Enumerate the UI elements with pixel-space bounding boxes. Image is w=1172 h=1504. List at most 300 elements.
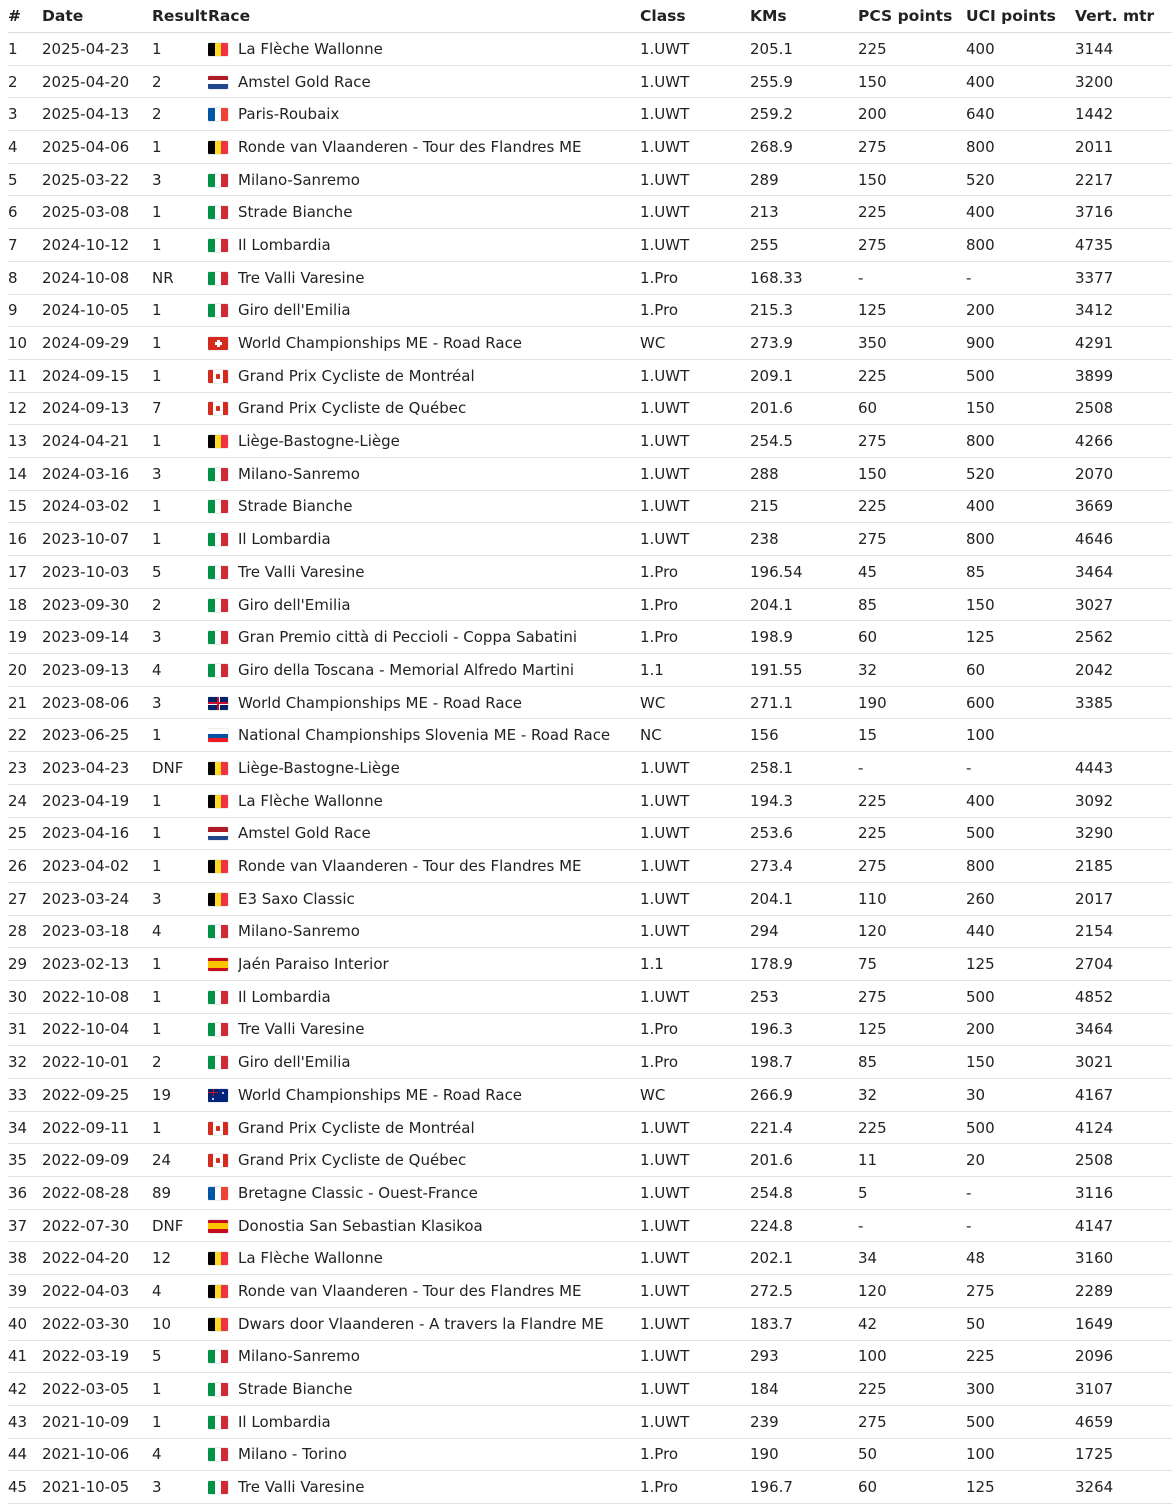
race-class: 1.Pro xyxy=(640,261,750,294)
race-name-link[interactable]: E3 Saxo Classic xyxy=(238,882,640,915)
row-number: 27 xyxy=(8,882,42,915)
race-class: 1.UWT xyxy=(640,784,750,817)
race-name-link[interactable]: Milano-Sanremo xyxy=(238,163,640,196)
be-flag-icon xyxy=(208,43,228,56)
flag-cell xyxy=(208,621,238,654)
vertical-meters: 3669 xyxy=(1075,490,1172,523)
pcs-points: 275 xyxy=(858,850,966,883)
uci-points: 150 xyxy=(966,1046,1075,1079)
flag-cell xyxy=(208,1079,238,1112)
race-date: 2025-03-22 xyxy=(42,163,152,196)
race-class: 1.Pro xyxy=(640,588,750,621)
table-row xyxy=(8,1307,1172,1340)
vertical-meters: 3107 xyxy=(1075,1373,1172,1406)
header-uci-points[interactable]: UCI points xyxy=(966,0,1075,33)
flag-cell xyxy=(208,1438,238,1471)
flag-cell xyxy=(208,817,238,850)
it-flag-icon xyxy=(208,1056,228,1069)
race-kms: 156 xyxy=(750,719,858,752)
race-name-link[interactable]: Ronde van Vlaanderen - Tour des Flandres ME xyxy=(238,131,640,164)
race-kms: 213 xyxy=(750,196,858,229)
pcs-points: 5 xyxy=(858,1177,966,1210)
race-kms: 196.7 xyxy=(750,1471,858,1504)
row-number: 39 xyxy=(8,1275,42,1308)
vertical-meters: 2017 xyxy=(1075,882,1172,915)
race-class: 1.Pro xyxy=(640,1471,750,1504)
uci-points: 640 xyxy=(966,98,1075,131)
race-name-link[interactable]: National Championships Slovenia ME - Road Race xyxy=(238,719,640,752)
race-name-link[interactable]: Giro dell'Emilia xyxy=(238,588,640,621)
pcs-points: 85 xyxy=(858,588,966,621)
vertical-meters: 4659 xyxy=(1075,1405,1172,1438)
race-name-link[interactable]: Milano-Sanremo xyxy=(238,457,640,490)
race-class: 1.UWT xyxy=(640,1242,750,1275)
uci-points: 60 xyxy=(966,654,1075,687)
race-result: 19 xyxy=(152,1079,208,1112)
race-name-link[interactable]: Strade Bianche xyxy=(238,490,640,523)
race-kms: 198.9 xyxy=(750,621,858,654)
vertical-meters: 2042 xyxy=(1075,654,1172,687)
pcs-points: 60 xyxy=(858,1471,966,1504)
race-name-link[interactable]: La Flèche Wallonne xyxy=(238,33,640,66)
pcs-points: 15 xyxy=(858,719,966,752)
ca-flag-icon xyxy=(208,370,228,383)
it-flag-icon xyxy=(208,239,228,252)
uci-points: 800 xyxy=(966,425,1075,458)
table-row xyxy=(8,882,1172,915)
race-name-link[interactable]: Tre Valli Varesine xyxy=(238,556,640,589)
table-row xyxy=(8,1209,1172,1242)
flag-cell xyxy=(208,1111,238,1144)
race-class: 1.UWT xyxy=(640,1307,750,1340)
race-kms: 273.9 xyxy=(750,327,858,360)
race-date: 2024-03-02 xyxy=(42,490,152,523)
row-number: 10 xyxy=(8,327,42,360)
race-result: 1 xyxy=(152,523,208,556)
flag-cell xyxy=(208,392,238,425)
header-number[interactable]: # xyxy=(8,0,42,33)
race-name-link[interactable]: Il Lombardia xyxy=(238,1405,640,1438)
race-result: 1 xyxy=(152,1111,208,1144)
race-name-link[interactable]: Ronde van Vlaanderen - Tour des Flandres ME xyxy=(238,850,640,883)
race-kms: 204.1 xyxy=(750,588,858,621)
table-row xyxy=(8,948,1172,981)
race-name-link[interactable]: Milano - Torino xyxy=(238,1438,640,1471)
race-name-link[interactable]: Il Lombardia xyxy=(238,229,640,262)
table-header-row xyxy=(8,0,1172,33)
pcs-points: 225 xyxy=(858,490,966,523)
race-kms: 289 xyxy=(750,163,858,196)
race-result: 1 xyxy=(152,33,208,66)
race-date: 2022-07-30 xyxy=(42,1209,152,1242)
vertical-meters: 2185 xyxy=(1075,850,1172,883)
row-number: 1 xyxy=(8,33,42,66)
race-date: 2024-10-08 xyxy=(42,261,152,294)
vertical-meters: 3385 xyxy=(1075,686,1172,719)
uci-points: 300 xyxy=(966,1373,1075,1406)
race-name-link[interactable]: Il Lombardia xyxy=(238,980,640,1013)
flag-cell xyxy=(208,294,238,327)
flag-cell xyxy=(208,1013,238,1046)
race-name-link[interactable]: Tre Valli Varesine xyxy=(238,1471,640,1504)
race-date: 2022-03-19 xyxy=(42,1340,152,1373)
race-result: 1 xyxy=(152,425,208,458)
race-date: 2022-09-09 xyxy=(42,1144,152,1177)
pcs-points: 50 xyxy=(858,1438,966,1471)
race-kms: 196.3 xyxy=(750,1013,858,1046)
race-kms: 168.33 xyxy=(750,261,858,294)
table-row xyxy=(8,1373,1172,1406)
race-result: 1 xyxy=(152,719,208,752)
race-class: 1.UWT xyxy=(640,817,750,850)
race-kms: 238 xyxy=(750,523,858,556)
race-kms: 183.7 xyxy=(750,1307,858,1340)
row-number: 9 xyxy=(8,294,42,327)
race-kms: 198.7 xyxy=(750,1046,858,1079)
pcs-points: 120 xyxy=(858,915,966,948)
race-result: 1 xyxy=(152,229,208,262)
vertical-meters: 3027 xyxy=(1075,588,1172,621)
race-class: 1.1 xyxy=(640,948,750,981)
race-date: 2023-09-14 xyxy=(42,621,152,654)
race-date: 2024-03-16 xyxy=(42,457,152,490)
race-name-link[interactable]: Giro della Toscana - Memorial Alfredo Martini xyxy=(238,654,640,687)
vertical-meters: 2096 xyxy=(1075,1340,1172,1373)
race-class: WC xyxy=(640,327,750,360)
table-row xyxy=(8,229,1172,262)
be-flag-icon xyxy=(208,762,228,775)
pcs-points: 85 xyxy=(858,1046,966,1079)
it-flag-icon xyxy=(208,925,228,938)
race-result: 3 xyxy=(152,686,208,719)
race-class: NC xyxy=(640,719,750,752)
race-class: 1.UWT xyxy=(640,131,750,164)
race-date: 2022-04-20 xyxy=(42,1242,152,1275)
row-number: 33 xyxy=(8,1079,42,1112)
race-result: 3 xyxy=(152,163,208,196)
race-kms: 221.4 xyxy=(750,1111,858,1144)
race-class: 1.Pro xyxy=(640,621,750,654)
vertical-meters: 2011 xyxy=(1075,131,1172,164)
vertical-meters: 4852 xyxy=(1075,980,1172,1013)
uci-points: 800 xyxy=(966,523,1075,556)
row-number: 14 xyxy=(8,457,42,490)
race-name-link[interactable]: Tre Valli Varesine xyxy=(238,261,640,294)
flag-cell xyxy=(208,588,238,621)
vertical-meters: 4735 xyxy=(1075,229,1172,262)
table-row xyxy=(8,654,1172,687)
race-name-link[interactable]: Milano-Sanremo xyxy=(238,1340,640,1373)
uci-points: - xyxy=(966,261,1075,294)
race-name-link[interactable]: Grand Prix Cycliste de Montréal xyxy=(238,1111,640,1144)
race-result: 2 xyxy=(152,588,208,621)
table-row xyxy=(8,915,1172,948)
row-number: 7 xyxy=(8,229,42,262)
race-date: 2023-06-25 xyxy=(42,719,152,752)
uci-points: 500 xyxy=(966,1111,1075,1144)
header-result[interactable]: Result xyxy=(152,0,208,33)
race-date: 2024-10-05 xyxy=(42,294,152,327)
race-kms: 178.9 xyxy=(750,948,858,981)
row-number: 23 xyxy=(8,752,42,785)
uci-points: 20 xyxy=(966,1144,1075,1177)
race-name-link[interactable]: Giro dell'Emilia xyxy=(238,294,640,327)
race-result: 2 xyxy=(152,65,208,98)
uci-points: 400 xyxy=(966,65,1075,98)
race-name-link[interactable]: Paris-Roubaix xyxy=(238,98,640,131)
flag-cell xyxy=(208,1046,238,1079)
it-flag-icon xyxy=(208,991,228,1004)
it-flag-icon xyxy=(208,533,228,546)
header-date[interactable]: Date xyxy=(42,0,152,33)
uci-points: 500 xyxy=(966,1405,1075,1438)
it-flag-icon xyxy=(208,174,228,187)
race-result: 1 xyxy=(152,1013,208,1046)
pcs-points: 125 xyxy=(858,1013,966,1046)
race-date: 2022-10-08 xyxy=(42,980,152,1013)
pcs-points: 150 xyxy=(858,457,966,490)
row-number: 25 xyxy=(8,817,42,850)
race-class: 1.UWT xyxy=(640,196,750,229)
flag-cell xyxy=(208,1373,238,1406)
vertical-meters: 2562 xyxy=(1075,621,1172,654)
uci-points: 800 xyxy=(966,850,1075,883)
uci-points: 400 xyxy=(966,490,1075,523)
race-kms: 254.8 xyxy=(750,1177,858,1210)
race-name-link[interactable]: World Championships ME - Road Race xyxy=(238,686,640,719)
race-kms: 255 xyxy=(750,229,858,262)
race-kms: 224.8 xyxy=(750,1209,858,1242)
race-result: 89 xyxy=(152,1177,208,1210)
race-date: 2022-04-03 xyxy=(42,1275,152,1308)
ch-flag-icon xyxy=(208,337,228,350)
race-name-link[interactable]: Grand Prix Cycliste de Québec xyxy=(238,1144,640,1177)
ca-flag-icon xyxy=(208,1122,228,1135)
uci-points: - xyxy=(966,1177,1075,1210)
header-kms[interactable]: KMs xyxy=(750,0,858,33)
race-name-link[interactable]: Dwars door Vlaanderen - A travers la Flandre ME xyxy=(238,1307,640,1340)
vertical-meters: 4291 xyxy=(1075,327,1172,360)
table-row xyxy=(8,817,1172,850)
header-pcs-points[interactable]: PCS points xyxy=(858,0,966,33)
race-name-link[interactable]: Liège-Bastogne-Liège xyxy=(238,752,640,785)
row-number: 31 xyxy=(8,1013,42,1046)
race-class: 1.UWT xyxy=(640,457,750,490)
flag-cell xyxy=(208,457,238,490)
race-class: 1.UWT xyxy=(640,163,750,196)
race-result: NR xyxy=(152,261,208,294)
pcs-points: 34 xyxy=(858,1242,966,1275)
uci-points: 125 xyxy=(966,948,1075,981)
pcs-points: 275 xyxy=(858,131,966,164)
race-class: 1.UWT xyxy=(640,1275,750,1308)
race-name-link[interactable]: Giro dell'Emilia xyxy=(238,1046,640,1079)
row-number: 2 xyxy=(8,65,42,98)
vertical-meters xyxy=(1075,719,1172,752)
flag-cell xyxy=(208,490,238,523)
race-name-link[interactable]: Strade Bianche xyxy=(238,1373,640,1406)
row-number: 42 xyxy=(8,1373,42,1406)
race-name-link[interactable]: Jaén Paraiso Interior xyxy=(238,948,640,981)
race-name-link[interactable]: La Flèche Wallonne xyxy=(238,784,640,817)
race-class: 1.UWT xyxy=(640,1340,750,1373)
it-flag-icon xyxy=(208,1023,228,1036)
row-number: 34 xyxy=(8,1111,42,1144)
race-result: 3 xyxy=(152,621,208,654)
race-kms: 266.9 xyxy=(750,1079,858,1112)
table-row xyxy=(8,457,1172,490)
flag-cell xyxy=(208,1471,238,1504)
pcs-points: 110 xyxy=(858,882,966,915)
row-number: 12 xyxy=(8,392,42,425)
race-name-link[interactable]: La Flèche Wallonne xyxy=(238,1242,640,1275)
pcs-points: 42 xyxy=(858,1307,966,1340)
table-row xyxy=(8,261,1172,294)
flag-cell xyxy=(208,1242,238,1275)
header-race[interactable]: Race xyxy=(208,0,610,33)
race-result: 24 xyxy=(152,1144,208,1177)
vertical-meters: 4266 xyxy=(1075,425,1172,458)
vertical-meters: 2070 xyxy=(1075,457,1172,490)
table-row xyxy=(8,1242,1172,1275)
race-kms: 201.6 xyxy=(750,1144,858,1177)
race-name-link[interactable]: Bretagne Classic - Ouest-France xyxy=(238,1177,640,1210)
race-date: 2023-03-18 xyxy=(42,915,152,948)
race-name-link[interactable]: Liège-Bastogne-Liège xyxy=(238,425,640,458)
table-row xyxy=(8,65,1172,98)
race-name-link[interactable]: Ronde van Vlaanderen - Tour des Flandres ME xyxy=(238,1275,640,1308)
race-result: 2 xyxy=(152,98,208,131)
race-kms: 294 xyxy=(750,915,858,948)
table-row xyxy=(8,294,1172,327)
race-name-link[interactable]: Milano-Sanremo xyxy=(238,915,640,948)
header-class[interactable]: Class xyxy=(640,0,750,33)
race-date: 2022-03-05 xyxy=(42,1373,152,1406)
flag-cell xyxy=(208,980,238,1013)
race-date: 2023-10-07 xyxy=(42,523,152,556)
vertical-meters: 3092 xyxy=(1075,784,1172,817)
race-kms: 239 xyxy=(750,1405,858,1438)
vertical-meters: 2154 xyxy=(1075,915,1172,948)
it-flag-icon xyxy=(208,1481,228,1494)
race-result: 3 xyxy=(152,1471,208,1504)
flag-cell xyxy=(208,948,238,981)
race-class: 1.UWT xyxy=(640,98,750,131)
uci-points: 275 xyxy=(966,1275,1075,1308)
vertical-meters: 1442 xyxy=(1075,98,1172,131)
race-date: 2021-10-05 xyxy=(42,1471,152,1504)
results-table-body xyxy=(8,33,1172,1504)
race-kms: 259.2 xyxy=(750,98,858,131)
table-row xyxy=(8,98,1172,131)
race-result: 1 xyxy=(152,1405,208,1438)
race-date: 2025-04-13 xyxy=(42,98,152,131)
results-table xyxy=(8,0,1172,1504)
race-name-link[interactable]: Donostia San Sebastian Klasikoa xyxy=(238,1209,640,1242)
race-class: 1.UWT xyxy=(640,850,750,883)
row-number: 13 xyxy=(8,425,42,458)
race-result: 1 xyxy=(152,1373,208,1406)
race-name-link[interactable]: World Championships ME - Road Race xyxy=(238,1079,640,1112)
pcs-points: 60 xyxy=(858,621,966,654)
it-flag-icon xyxy=(208,664,228,677)
table-row xyxy=(8,163,1172,196)
es-flag-icon xyxy=(208,1220,228,1233)
row-number: 36 xyxy=(8,1177,42,1210)
be-flag-icon xyxy=(208,435,228,448)
vertical-meters: 4646 xyxy=(1075,523,1172,556)
flag-cell xyxy=(208,1405,238,1438)
row-number: 22 xyxy=(8,719,42,752)
pcs-points: 275 xyxy=(858,523,966,556)
pcs-points: 100 xyxy=(858,1340,966,1373)
header-vert-mtr[interactable]: Vert. mtr xyxy=(1075,0,1172,33)
uci-points: - xyxy=(966,752,1075,785)
race-name-link[interactable]: Amstel Gold Race xyxy=(238,65,640,98)
race-date: 2023-09-30 xyxy=(42,588,152,621)
race-date: 2023-10-03 xyxy=(42,556,152,589)
race-name-link[interactable]: Grand Prix Cycliste de Montréal xyxy=(238,359,640,392)
table-row xyxy=(8,327,1172,360)
table-row xyxy=(8,784,1172,817)
row-number: 29 xyxy=(8,948,42,981)
table-row xyxy=(8,490,1172,523)
race-date: 2022-09-25 xyxy=(42,1079,152,1112)
race-kms: 190 xyxy=(750,1438,858,1471)
flag-cell xyxy=(208,196,238,229)
race-name-link[interactable]: Grand Prix Cycliste de Québec xyxy=(238,392,640,425)
race-name-link[interactable]: World Championships ME - Road Race xyxy=(238,327,640,360)
row-number: 19 xyxy=(8,621,42,654)
table-row xyxy=(8,1471,1172,1504)
uci-points: 500 xyxy=(966,817,1075,850)
vertical-meters: 1725 xyxy=(1075,1438,1172,1471)
row-number: 30 xyxy=(8,980,42,1013)
race-result: 3 xyxy=(152,882,208,915)
race-date: 2025-03-08 xyxy=(42,196,152,229)
race-name-link[interactable]: Strade Bianche xyxy=(238,196,640,229)
it-flag-icon xyxy=(208,1350,228,1363)
race-result: 4 xyxy=(152,654,208,687)
pcs-points: 125 xyxy=(858,294,966,327)
race-name-link[interactable]: Tre Valli Varesine xyxy=(238,1013,640,1046)
be-flag-icon xyxy=(208,1318,228,1331)
pcs-points: 225 xyxy=(858,784,966,817)
uci-points: 100 xyxy=(966,1438,1075,1471)
pcs-points: 150 xyxy=(858,65,966,98)
be-flag-icon xyxy=(208,141,228,154)
flag-cell xyxy=(208,1307,238,1340)
race-kms: 204.1 xyxy=(750,882,858,915)
race-result: 4 xyxy=(152,1275,208,1308)
flag-cell xyxy=(208,719,238,752)
it-flag-icon xyxy=(208,599,228,612)
table-row xyxy=(8,1340,1172,1373)
race-class: 1.Pro xyxy=(640,556,750,589)
nl-flag-icon xyxy=(208,827,228,840)
pcs-points: - xyxy=(858,752,966,785)
table-row xyxy=(8,1177,1172,1210)
race-name-link[interactable]: Gran Premio città di Peccioli - Coppa Sabatini xyxy=(238,621,640,654)
race-kms: 293 xyxy=(750,1340,858,1373)
pcs-points: 11 xyxy=(858,1144,966,1177)
table-row xyxy=(8,1438,1172,1471)
race-name-link[interactable]: Il Lombardia xyxy=(238,523,640,556)
table-row xyxy=(8,1275,1172,1308)
race-name-link[interactable]: Amstel Gold Race xyxy=(238,817,640,850)
table-row xyxy=(8,1144,1172,1177)
race-date: 2023-04-02 xyxy=(42,850,152,883)
